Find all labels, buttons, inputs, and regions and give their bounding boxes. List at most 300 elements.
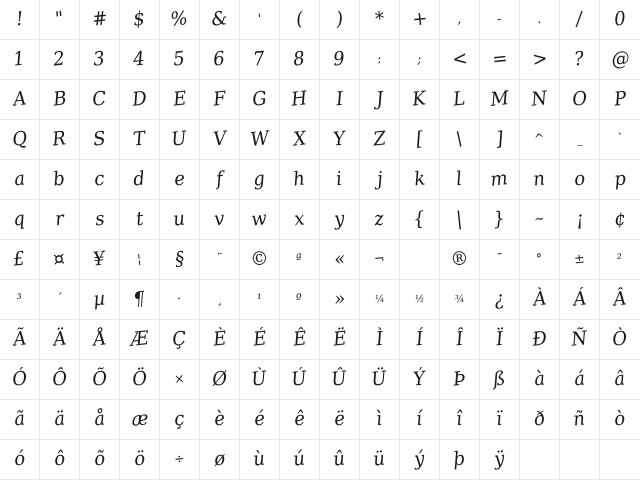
glyph: T [132, 127, 147, 151]
glyph: J [374, 87, 385, 111]
glyph: ÿ [493, 447, 506, 471]
glyph-cell [120, 200, 160, 240]
glyph-cell [400, 240, 440, 280]
glyph-cell [560, 40, 600, 80]
glyph-cell [320, 120, 360, 160]
glyph-cell [600, 80, 640, 120]
glyph: + [410, 7, 429, 31]
glyph-cell [80, 400, 120, 440]
glyph: ¥ [92, 247, 107, 271]
glyph: ¼ [374, 293, 385, 305]
glyph: s [93, 207, 106, 231]
glyph-cell [360, 200, 400, 240]
glyph-cell [440, 40, 480, 80]
glyph: ½ [414, 293, 425, 305]
glyph-cell [80, 320, 120, 360]
glyph-cell [40, 320, 80, 360]
glyph-cell [0, 160, 40, 200]
glyph-cell [160, 120, 200, 160]
glyph-cell [280, 0, 320, 40]
glyph: f [214, 167, 224, 191]
glyph: h [292, 167, 307, 191]
glyph: a [12, 167, 26, 191]
glyph-cell [480, 440, 520, 480]
glyph-cell [120, 0, 160, 40]
glyph: ` [616, 131, 624, 148]
glyph: F [212, 87, 227, 111]
glyph: [ [414, 127, 425, 151]
glyph: ð [532, 407, 547, 431]
glyph-cell [160, 80, 200, 120]
glyph-cell [160, 200, 200, 240]
glyph: ® [449, 247, 470, 271]
glyph-cell [440, 120, 480, 160]
glyph: i [335, 167, 344, 191]
glyph: á [572, 367, 586, 391]
glyph: K [411, 87, 428, 111]
glyph-cell [40, 120, 80, 160]
glyph: - [496, 11, 503, 28]
glyph-cell [280, 400, 320, 440]
glyph: M [489, 87, 510, 111]
glyph-cell [0, 240, 40, 280]
glyph: · [176, 291, 183, 308]
glyph: g [252, 167, 267, 191]
glyph-cell [360, 160, 400, 200]
glyph-cell [320, 200, 360, 240]
glyph-cell [120, 120, 160, 160]
glyph-cell [360, 360, 400, 400]
glyph: Q [10, 127, 28, 151]
glyph: O [570, 87, 588, 111]
glyph-cell [480, 200, 520, 240]
glyph-cell [480, 360, 520, 400]
glyph: 5 [172, 47, 187, 71]
glyph-cell [480, 0, 520, 40]
glyph-cell [560, 160, 600, 200]
glyph-cell [200, 80, 240, 120]
glyph-cell [0, 400, 40, 440]
glyph: ì [375, 407, 384, 431]
glyph: ) [334, 7, 345, 31]
glyph: Ó [10, 367, 28, 391]
glyph: ¯ [495, 251, 504, 268]
glyph-cell [40, 40, 80, 80]
glyph-cell [160, 440, 200, 480]
glyph: * [373, 7, 386, 31]
glyph: 0 [613, 7, 627, 31]
glyph-cell [240, 80, 280, 120]
glyph: : [376, 51, 383, 68]
glyph: ¬ [373, 251, 386, 268]
glyph: è [212, 407, 226, 431]
glyph-cell [560, 400, 600, 440]
glyph-cell [600, 360, 640, 400]
glyph: ¦ [136, 251, 143, 268]
glyph-cell [320, 320, 360, 360]
glyph: A [11, 87, 28, 111]
glyph-cell [560, 360, 600, 400]
glyph: 8 [292, 47, 307, 71]
glyph-cell [480, 240, 520, 280]
glyph: > [530, 47, 549, 71]
glyph: e [172, 167, 186, 191]
glyph: ° [535, 251, 544, 268]
glyph: ¶ [132, 287, 147, 311]
glyph: $ [132, 7, 147, 31]
glyph-cell [360, 40, 400, 80]
glyph: ´ [55, 291, 64, 308]
glyph-cell [560, 200, 600, 240]
glyph-cell [280, 80, 320, 120]
glyph-cell [120, 360, 160, 400]
glyph: Ý [412, 367, 427, 391]
glyph-cell [480, 120, 520, 160]
glyph-cell [360, 0, 400, 40]
glyph-cell [400, 160, 440, 200]
glyph-cell [280, 200, 320, 240]
glyph-cell [360, 400, 400, 440]
glyph-cell [80, 80, 120, 120]
glyph: ä [52, 407, 66, 431]
glyph-cell [120, 320, 160, 360]
glyph: t [134, 207, 145, 231]
glyph-cell [0, 360, 40, 400]
glyph [418, 252, 421, 267]
glyph-cell [320, 440, 360, 480]
glyph-cell [440, 80, 480, 120]
glyph-cell [600, 120, 640, 160]
glyph-cell [200, 0, 240, 40]
glyph: E [171, 87, 188, 111]
glyph: Ê [291, 327, 308, 351]
glyph: Ô [50, 367, 68, 391]
glyph: é [252, 407, 266, 431]
glyph-cell [400, 80, 440, 120]
glyph: 1 [12, 47, 27, 71]
glyph: ~ [533, 211, 546, 228]
glyph-cell [80, 0, 120, 40]
glyph-cell [360, 240, 400, 280]
glyph: _ [575, 131, 584, 148]
glyph: å [92, 407, 106, 431]
glyph-cell [240, 400, 280, 440]
glyph: w [250, 207, 269, 231]
glyph-cell [160, 40, 200, 80]
glyph: © [249, 247, 270, 271]
glyph-cell [240, 160, 280, 200]
glyph: | [455, 207, 464, 231]
glyph: ! [14, 7, 25, 31]
glyph: V [211, 127, 228, 151]
glyph: U [170, 127, 189, 151]
glyph: Z [372, 127, 387, 151]
glyph: n [532, 167, 547, 191]
glyph: À [531, 287, 548, 311]
glyph: 7 [252, 47, 267, 71]
glyph-cell [320, 280, 360, 320]
glyph-cell [480, 320, 520, 360]
glyph: W [249, 127, 270, 151]
glyph-cell [80, 200, 120, 240]
glyph-cell [40, 280, 80, 320]
glyph: 6 [212, 47, 227, 71]
glyph-cell [480, 400, 520, 440]
glyph: v [213, 207, 226, 231]
glyph: X [291, 127, 307, 151]
glyph-cell [400, 40, 440, 80]
glyph: d [132, 167, 147, 191]
glyph-cell [440, 320, 480, 360]
glyph: @ [609, 47, 631, 71]
glyph: ³ [16, 291, 23, 308]
glyph-cell [560, 280, 600, 320]
glyph: Û [330, 367, 349, 391]
glyph-cell [600, 440, 640, 480]
glyph-cell [520, 400, 560, 440]
glyph: 3 [92, 47, 107, 71]
glyph: Â [612, 287, 628, 311]
glyph: Ï [494, 327, 505, 351]
glyph: Ò [611, 327, 629, 351]
glyph: Y [332, 127, 347, 151]
glyph: ¨ [215, 251, 224, 268]
glyph-cell [600, 320, 640, 360]
glyph: É [251, 327, 268, 351]
glyph: R [51, 127, 68, 151]
glyph: H [290, 87, 309, 111]
glyph-cell [280, 160, 320, 200]
glyph: x [293, 207, 306, 231]
glyph: I [334, 87, 345, 111]
glyph: Î [454, 327, 465, 351]
glyph: # [90, 7, 109, 31]
glyph: æ [129, 407, 150, 431]
glyph: ² [616, 251, 624, 268]
glyph: b [52, 167, 67, 191]
glyph-cell [440, 400, 480, 440]
glyph: N [530, 87, 549, 111]
glyph-cell [440, 360, 480, 400]
glyph-cell [400, 0, 440, 40]
glyph-cell [120, 440, 160, 480]
glyph-cell [160, 320, 200, 360]
glyph: ã [12, 407, 26, 431]
glyph: Ì [374, 327, 385, 351]
glyph: í [415, 407, 424, 431]
glyph: ¤ [52, 247, 67, 271]
glyph: £ [12, 247, 27, 271]
glyph-cell [480, 40, 520, 80]
glyph: } [492, 207, 507, 231]
glyph-cell [80, 280, 120, 320]
glyph: / [575, 7, 584, 31]
glyph-cell [40, 80, 80, 120]
glyph-cell [80, 360, 120, 400]
glyph: ¡ [574, 207, 585, 231]
glyph-cell [520, 200, 560, 240]
glyph-cell [320, 400, 360, 440]
glyph-cell [520, 120, 560, 160]
glyph-cell [400, 200, 440, 240]
glyph-cell [200, 40, 240, 80]
glyph: Ë [331, 327, 348, 351]
glyph: c [93, 167, 106, 191]
glyph-cell [280, 120, 320, 160]
glyph-cell [320, 360, 360, 400]
glyph-cell [480, 80, 520, 120]
glyph-cell [80, 240, 120, 280]
glyph: Ö [130, 367, 148, 391]
glyph: j [375, 167, 384, 191]
glyph-cell [360, 280, 400, 320]
glyph: ' [257, 11, 262, 28]
glyph-cell [400, 440, 440, 480]
glyph: " [54, 7, 65, 31]
glyph-cell [240, 240, 280, 280]
glyph-cell [560, 240, 600, 280]
glyph-cell [520, 320, 560, 360]
glyph: 4 [132, 47, 147, 71]
glyph-cell [440, 160, 480, 200]
glyph-cell [440, 0, 480, 40]
glyph-cell [160, 0, 200, 40]
glyph-cell [520, 280, 560, 320]
glyph: Ú [290, 367, 309, 391]
glyph-cell [0, 280, 40, 320]
glyph-cell [200, 440, 240, 480]
glyph: Ñ [570, 327, 589, 351]
glyph: & [210, 7, 229, 31]
glyph: Ð [531, 327, 548, 351]
glyph-cell [440, 280, 480, 320]
glyph-cell [520, 360, 560, 400]
glyph-cell [520, 440, 560, 480]
glyph-cell [600, 40, 640, 80]
glyph: < [450, 47, 469, 71]
glyph-cell [200, 120, 240, 160]
glyph-cell [400, 120, 440, 160]
glyph: ê [292, 407, 306, 431]
glyph-cell [160, 280, 200, 320]
glyph: l [455, 167, 464, 191]
glyph-cell [200, 240, 240, 280]
glyph-cell [0, 80, 40, 120]
glyph: § [173, 247, 186, 271]
glyph-cell [80, 40, 120, 80]
glyph: à [532, 367, 546, 391]
glyph-cell [120, 240, 160, 280]
glyph-cell [160, 360, 200, 400]
glyph: u [172, 207, 187, 231]
glyph: ÷ [173, 451, 186, 468]
glyph: õ [92, 447, 107, 471]
glyph-cell [320, 240, 360, 280]
glyph-cell [320, 160, 360, 200]
glyph: { [412, 207, 427, 231]
glyph: P [612, 87, 628, 111]
glyph-cell [480, 280, 520, 320]
glyph-cell [160, 240, 200, 280]
glyph-cell [0, 120, 40, 160]
glyph-cell [520, 40, 560, 80]
glyph-cell [200, 360, 240, 400]
glyph: Ã [11, 327, 28, 351]
glyph-cell [240, 120, 280, 160]
glyph: ? [573, 47, 586, 71]
glyph: ó [12, 447, 27, 471]
glyph-cell [400, 280, 440, 320]
glyph-cell [280, 320, 320, 360]
glyph: ¢ [613, 207, 627, 231]
glyph: ò [613, 407, 627, 431]
glyph-cell [40, 360, 80, 400]
glyph-cell [80, 440, 120, 480]
glyph: ô [52, 447, 67, 471]
glyph: ; [416, 51, 423, 68]
glyph: « [332, 247, 347, 271]
glyph-cell [600, 400, 640, 440]
glyph: G [251, 87, 268, 111]
glyph: r [54, 207, 65, 231]
glyph: L [452, 87, 467, 111]
glyph-cell [600, 240, 640, 280]
glyph-cell [0, 200, 40, 240]
glyph: þ [452, 447, 467, 471]
glyph: ¸ [215, 291, 224, 308]
glyph-cell [40, 160, 80, 200]
glyph: ^ [533, 131, 546, 148]
glyph-cell [520, 0, 560, 40]
glyph-cell [560, 320, 600, 360]
glyph: È [211, 327, 228, 351]
glyph-cell [200, 280, 240, 320]
glyph: q [12, 207, 27, 231]
glyph-cell [600, 280, 640, 320]
glyph-cell [360, 80, 400, 120]
glyph-cell [40, 400, 80, 440]
glyph-cell [40, 440, 80, 480]
glyph-cell [400, 320, 440, 360]
glyph-cell [200, 200, 240, 240]
glyph-cell [240, 200, 280, 240]
glyph: 2 [52, 47, 67, 71]
glyph-cell [400, 400, 440, 440]
glyph-cell [360, 440, 400, 480]
glyph: ç [173, 407, 186, 431]
glyph-cell [240, 320, 280, 360]
glyph-cell [480, 160, 520, 200]
glyph: . [536, 11, 543, 28]
glyph: ª [295, 251, 304, 268]
glyph: p [613, 167, 627, 191]
glyph: ¿ [493, 287, 506, 311]
glyph: \ [455, 127, 464, 151]
glyph: Ù [250, 367, 269, 391]
glyph-cell [0, 0, 40, 40]
glyph: ñ [572, 407, 587, 431]
glyph-cell [440, 240, 480, 280]
glyph: ø [212, 447, 227, 471]
glyph: m [489, 167, 510, 191]
glyph-cell [600, 200, 640, 240]
glyph-cell [160, 400, 200, 440]
glyph-cell [520, 240, 560, 280]
glyph-cell [280, 280, 320, 320]
glyph: ý [413, 447, 426, 471]
glyph-cell [280, 240, 320, 280]
glyph: Æ [129, 327, 150, 351]
